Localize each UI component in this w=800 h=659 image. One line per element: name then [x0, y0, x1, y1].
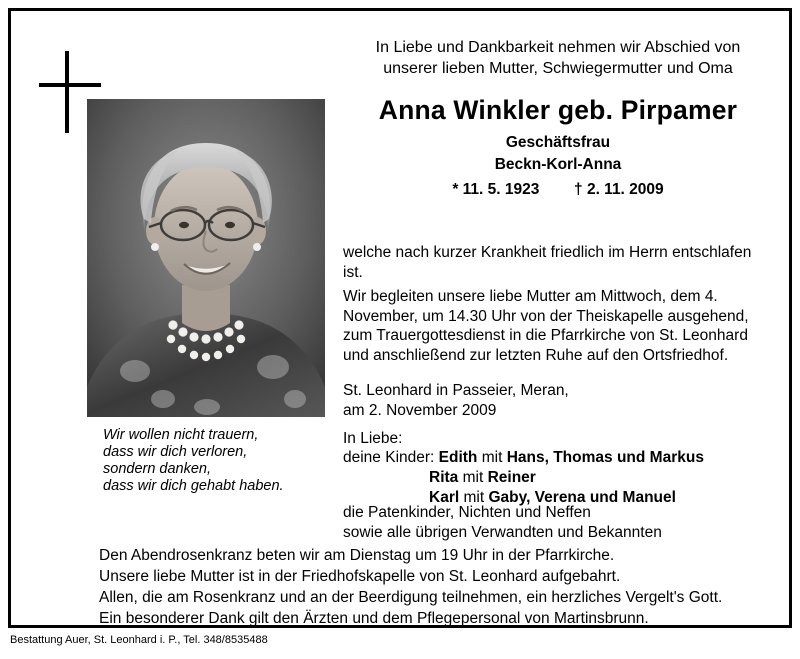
life-dates — [343, 181, 773, 199]
birth-date: * 11. 5. 1923 — [452, 181, 540, 198]
bottom-line-1: Den Abendrosenkranz beten wir am Dienstag um 19 Uhr in der Pfarrkirche. — [99, 547, 615, 564]
mit-label-3: mit — [463, 489, 485, 506]
bottom-line-4: Ein besonderer Dank gilt den Ärzten und dem Pflegepersonal von Martinsbrunn. — [99, 610, 649, 627]
child-name-2: Rita — [429, 469, 459, 486]
bottom-line-2: Unsere liebe Mutter ist in der Friedhofskapelle von St. Leonhard aufgebahrt. — [99, 568, 621, 585]
paragraph-funeral: Wir begleiten unsere liebe Mutter am Mittwoch, dem 4. November, um 14.30 Uhr von der Theiskapelle ausgehend, zum Trauergottesdienst in die Pfarrkirche von St. Leonhard und anschließend zur letzten Ruhe auf den Ortsfriedhof. — [343, 288, 749, 364]
caption-line-1: Wir wollen nicht trauern, — [103, 427, 259, 443]
place-and-date — [343, 381, 773, 420]
header-block — [343, 37, 773, 199]
deceased-nickname: Beckn-Korl-Anna — [494, 156, 622, 173]
mit-label-1: mit — [481, 449, 503, 466]
child-name-3: Karl — [429, 489, 460, 506]
bottom-line-3: Allen, die am Rosenkranz und an der Beerdigung teilnehmen, ein herzliches Vergelt's Gott. — [99, 589, 723, 606]
mit-label-2: mit — [462, 469, 484, 486]
notice-border — [8, 8, 792, 628]
child-partners-1: Hans, Thomas und Markus — [506, 449, 704, 466]
closing-line-2: sowie alle übrigen Verwandten und Bekannten — [343, 524, 662, 541]
child-name-1: Edith — [438, 449, 478, 466]
deceased-name: Anna Winkler geb. Pirpamer — [378, 95, 738, 125]
caption-line-3: sondern danken, — [103, 461, 212, 477]
funeral-home-footer: Bestattung Auer, St. Leonhard i. P., Tel. 348/8535488 — [10, 634, 268, 646]
intro-line-2: unserer lieben Mutter, Schwiegermutter und Oma — [383, 60, 733, 77]
child-partners-3: Gaby, Verena und Manuel — [488, 489, 676, 506]
survivors-list — [343, 448, 783, 508]
closing-relatives — [343, 503, 783, 543]
portrait-photo — [87, 99, 325, 417]
child-partners-2: Reiner — [487, 469, 536, 486]
intro-line-1: In Liebe und Dankbarkeit nehmen wir Abschied von — [375, 39, 741, 56]
death-date: † 2. 11. 2009 — [574, 181, 664, 198]
closing-line-1: die Patenkinder, Nichten und Neffen — [343, 504, 591, 521]
bottom-notes — [99, 545, 759, 629]
paragraph-illness: welche nach kurzer Krankheit friedlich im Herrn entschlafen ist. — [343, 244, 752, 281]
deceased-profession: Geschäftsfrau — [505, 134, 611, 151]
children-row-2 — [343, 468, 783, 488]
in-liebe-label: In Liebe: — [343, 430, 403, 447]
intro-text — [343, 37, 773, 79]
caption-line-2: dass wir dich verloren, — [103, 444, 248, 460]
place-line-2: am 2. November 2009 — [343, 401, 497, 419]
photo-caption — [103, 427, 343, 495]
caption-line-4: dass wir dich gehabt haben. — [103, 478, 284, 494]
children-row-1 — [343, 448, 783, 468]
place-line-1: St. Leonhard in Passeier, Meran, — [343, 382, 569, 399]
children-intro-label: deine Kinder: — [343, 449, 435, 466]
